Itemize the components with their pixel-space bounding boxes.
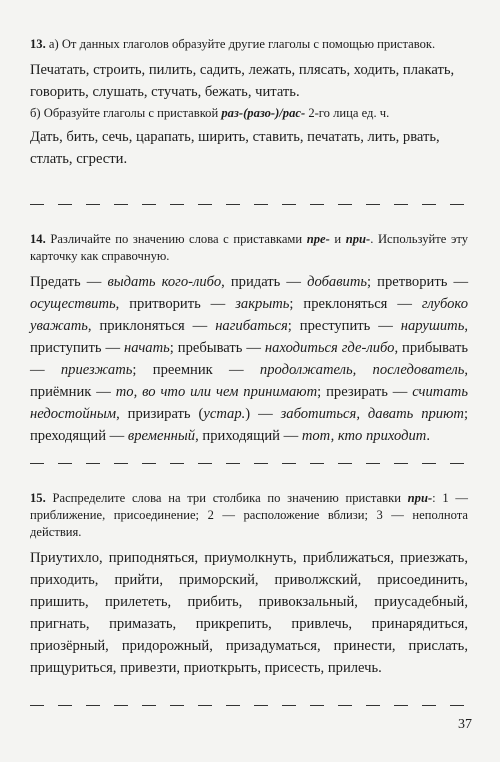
prefix-pri: при- [345, 232, 371, 246]
entry-word: претворить — [377, 274, 469, 290]
entry-separator: , [464, 318, 469, 334]
reference-card [30, 271, 468, 447]
entry-separator: ; [367, 274, 378, 290]
entry-meaning: тот, кто приходит [301, 428, 427, 444]
entry-word: преходящий — [30, 428, 128, 444]
entry-word: приклоняться — [99, 318, 216, 334]
entry-meaning: закрыть [235, 296, 290, 312]
entry-word: прибывать — [30, 340, 469, 378]
entry-meaning: приезжать [60, 362, 133, 378]
task-number: 13. [30, 37, 46, 51]
entry-separator: ; [132, 362, 153, 378]
entry-word: преклоняться — [303, 296, 422, 312]
task-15-instruction [30, 490, 468, 541]
entry-word: презирать — [326, 384, 413, 400]
entry-word: приходящий — [202, 428, 302, 444]
entry-meaning: глубоко уважать [30, 296, 469, 334]
entry-separator: , [195, 428, 203, 444]
word-list [30, 547, 468, 679]
entry-word: приступить — [30, 340, 124, 356]
instr-post: : 1 — приближение, присоединение; 2 — расположение вблизи; 3 — неполнота действия. [30, 491, 469, 539]
entry-separator: ; [287, 318, 300, 334]
entry-meaning: устар. [203, 406, 246, 422]
prefix-pre: пре- [306, 232, 330, 246]
instr-pre: Различайте по значению слова с приставками [50, 232, 307, 246]
task-14 [30, 231, 468, 447]
entry-word: преступить — [299, 318, 401, 334]
instr-pre: Распределите слова на три столбика по значению приставки [52, 491, 408, 505]
task-15 [30, 490, 468, 679]
entry-separator: , [87, 318, 100, 334]
entry-word: Предать — [30, 274, 108, 290]
entry-word: призирать ( [127, 406, 204, 422]
instr-and: и [329, 232, 346, 246]
entry-separator: ; [289, 296, 304, 312]
entry-meaning: временный [127, 428, 196, 444]
entry-separator: , [464, 362, 468, 378]
prefix-pri: при- [407, 491, 433, 505]
page-number: 37 [458, 717, 472, 732]
task-number: 15. [30, 491, 46, 505]
entry-meaning: продолжатель, последователь [259, 362, 465, 378]
entry-meaning: то, во что или чем принимают [115, 384, 318, 400]
entry-separator: , [221, 274, 231, 290]
subtask-b-pre: б) Образуйте глаголы с приставкой [30, 106, 222, 120]
entry-meaning: нарушить [400, 318, 465, 334]
entry-meaning: начать [124, 340, 170, 356]
entry-meaning: выдать кого-либо [107, 274, 222, 290]
entry-separator: ; [463, 406, 468, 422]
entry-word: притворить — [129, 296, 236, 312]
entry-meaning: нагибаться [215, 318, 288, 334]
entry-separator: ) — [245, 406, 281, 422]
entry-meaning: заботиться, давать приют [280, 406, 464, 422]
verbs-b-text: Дать, бить, сечь, царапать, ширить, ставить, печатать, лить, рвать, стлать, сгрести. [30, 129, 440, 167]
entry-word: преемник — [152, 362, 260, 378]
subtask-b-post: 2-го лица ед. ч. [305, 106, 390, 120]
verbs-a-text: Печатать, строить, пилить, садить, лежать, плясать, ходить, плакать, говорить, слушать, стучать, бежать, читать. [30, 62, 455, 100]
entry-separator: ; [169, 340, 178, 356]
entry-separator: , [116, 406, 128, 422]
words-text: Приутихло, приподняться, приумолкнуть, приближаться, приезжать, приходить, прийти, приморский, приволжский, присоединить, пришить, прилететь, прибить, привокзальный, приусадебный, пригнать, примазать, прикрепить, привлечь, принарядиться, приозёрный, придорожный, призадуматься, принести, прислать, прищуриться, привезти, приоткрыть, присесть, прилечь. [30, 550, 468, 676]
entry-separator: . [426, 428, 430, 444]
prefix-raz: раз-(разо-)/рас- [221, 106, 306, 120]
answer-line[interactable] [30, 705, 470, 706]
task-13-instruction [30, 36, 468, 53]
entry-separator: ; [317, 384, 327, 400]
entry-word: пребывать — [177, 340, 265, 356]
entry-meaning: добавить [307, 274, 368, 290]
entry-meaning: считать недостойным [30, 384, 468, 422]
verb-list-b [30, 126, 468, 170]
entry-separator: , [394, 340, 403, 356]
entry-meaning: находиться где-либо [264, 340, 395, 356]
entry-word: приёмник — [30, 384, 116, 400]
answer-line[interactable] [30, 204, 470, 205]
task-13 [30, 36, 468, 170]
instruction-text: а) От данных глаголов образуйте другие глаголы с помощью приставок. [48, 37, 436, 51]
task-number: 14. [30, 232, 46, 246]
entry-word: придать — [230, 274, 308, 290]
subtask-b-instruction [30, 105, 468, 122]
answer-line[interactable] [30, 463, 470, 464]
entry-separator: , [115, 296, 130, 312]
verb-list-a [30, 59, 468, 103]
instr-post: . Используйте эту карточку как справочную. [30, 232, 468, 263]
entry-meaning: осуществить [30, 296, 116, 312]
task-14-instruction [30, 231, 468, 265]
